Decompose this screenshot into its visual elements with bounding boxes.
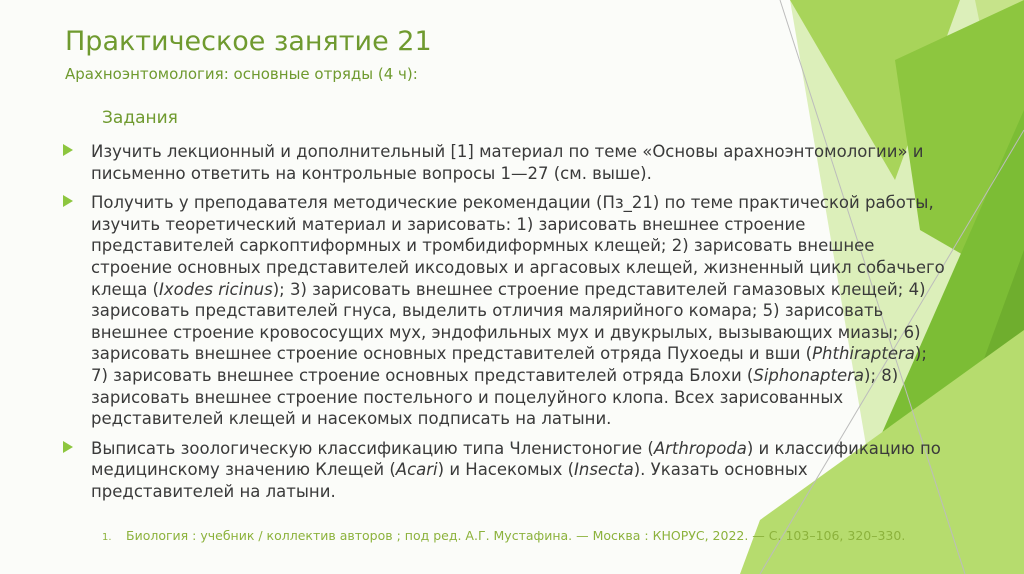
bullet-arrow-icon [63, 144, 73, 156]
task-text [91, 141, 980, 184]
task-line: клеща (Ixodes ricinus); 3) зарисовать внешнее строение представителей гамазовых клещей; 4) [91, 279, 926, 299]
task-line: Изучить лекционный и дополнительный [1] материал по теме «Основы арахноэнтомологии» и [91, 142, 924, 161]
task-line: Получить у преподавателя методические рекомендации (Пз_21) по теме практической работы, [91, 193, 934, 213]
task-line: медицинскому значению Клещей (Acari) и Насекомых (Insecta). Указать основных [91, 460, 808, 480]
slide-title: Практическое занятие 21 [65, 26, 432, 57]
footnote-number: 1. [102, 532, 112, 543]
task-line: зарисовать внешнее строение постельного и поцелуйного клопа. Всех зарисованных [91, 387, 844, 407]
task-list [60, 141, 980, 511]
task-line: Выписать зоологическую классификацию типа Членистоногие (Arthropoda) и классификацию по [91, 438, 941, 458]
bullet-arrow-icon [63, 441, 73, 453]
slide-subtitle: Арахноэнтомология: основные отряды (4 ч): [65, 65, 418, 83]
task-line: представителей на латыни. [91, 481, 336, 501]
task-item [60, 141, 980, 184]
footnote-text: Биология : учебник / коллектив авторов ; под ред. А.Г. Мустафина. — Москва : КНОРУС, 2022. — С. 103–106, 320–330. [126, 528, 906, 543]
section-heading: Задания [102, 108, 178, 128]
task-line: строение основных представителей иксодовых и аргасовых клещей, жизненный цикл собачьего [91, 257, 945, 277]
task-line: изучить теоретический материал и зарисовать: 1) зарисовать внешнее строение [91, 214, 806, 234]
task-text [91, 192, 980, 430]
task-line: зарисовать внешнее строение основных представителей отряда Пухоеды и вши (Phthiraptera); [91, 344, 927, 364]
task-line: 7) зарисовать внешнее строение основных представителей отряда Блохи (Siphonaptera); 8) [91, 365, 899, 385]
task-line: письменно ответить на контрольные вопросы 1—27 (см. выше). [91, 163, 652, 183]
task-line: внешнее строение кровососущих мух, эндофильных мух и двукрылых, вызывающих миазы; 6) [91, 322, 921, 342]
task-text [91, 438, 980, 503]
task-line: представителей саркоптиформных и тромбидиформных клещей; 2) зарисовать внешнее [91, 236, 875, 256]
task-item [60, 192, 980, 430]
task-item [60, 438, 980, 503]
bullet-arrow-icon [63, 195, 73, 207]
task-line: зарисовать представителей гнуса, выделить отличия малярийного комара; 5) зарисовать [91, 301, 884, 321]
task-line: редставителей клещей и насекомых подписать на латыни. [91, 409, 612, 429]
footnote [102, 528, 905, 543]
